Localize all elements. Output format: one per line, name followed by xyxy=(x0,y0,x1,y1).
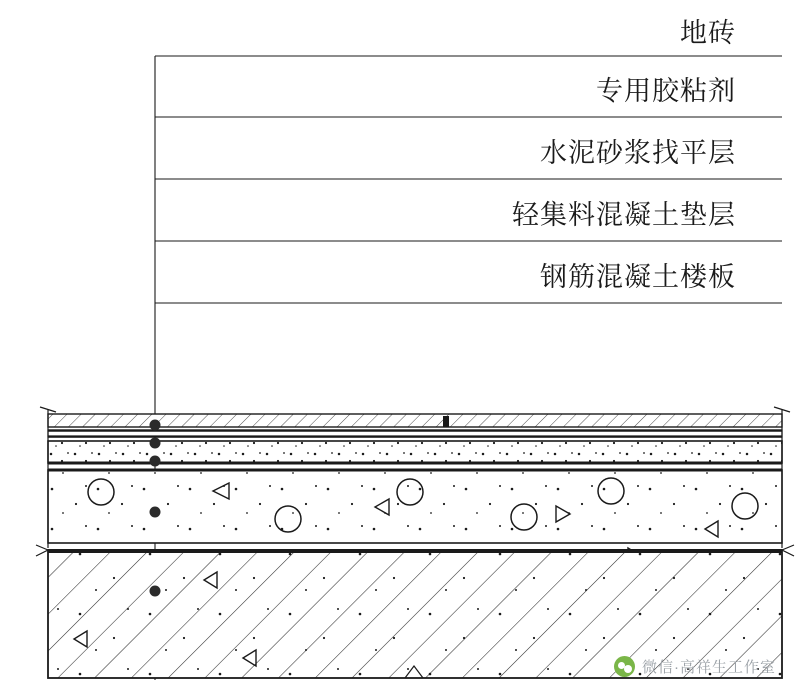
watermark-text: 微信·高祥生工作室 xyxy=(642,659,776,676)
label-layer-3: 水泥砂浆找平层 xyxy=(540,138,736,168)
label-layer-2: 专用胶粘剂 xyxy=(596,76,736,106)
wechat-icon xyxy=(614,656,635,677)
label-layer-4: 轻集料混凝土垫层 xyxy=(512,200,736,230)
label-layer-5: 钢筋混凝土楼板 xyxy=(540,262,736,292)
layer-adhesive xyxy=(48,430,782,437)
label-layer-1: 地砖 xyxy=(680,18,736,48)
watermark xyxy=(614,656,776,677)
